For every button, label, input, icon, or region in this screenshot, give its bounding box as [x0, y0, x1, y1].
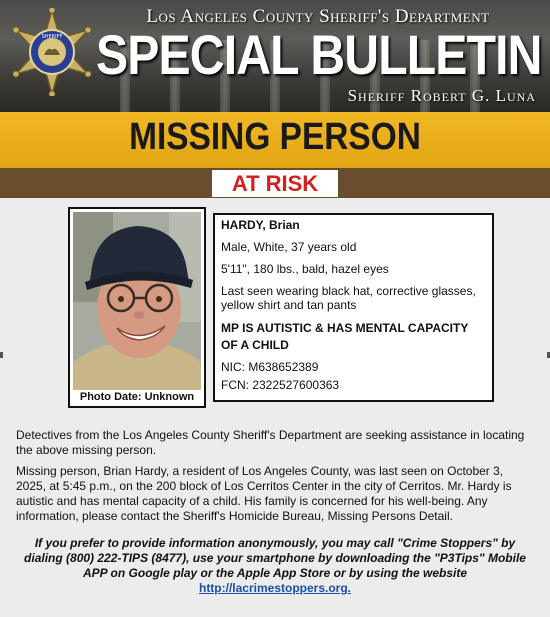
person-physical: 5'11", 180 lbs., bald, hazel eyes [221, 262, 389, 276]
person-warning: MP IS AUTISTIC & HAS MENTAL CAPACITY OF A CHILD [221, 321, 469, 352]
body-paragraph-2: Missing person, Brian Hardy, a resident of Los Angeles County, was last seen on October 3, 2025, at 5:45 p.m., on the 200 block of Los Cerritos Center in the city of Cerritos. Mr. Hardy is autistic and has mental capacity of a child. His family is concerned for his well-being. Any information, please contact the Sheriff's Homicide Bureau, Missing Persons Detail. [16, 464, 512, 523]
sheriff-name: Sheriff Robert G. Luna [347, 86, 536, 105]
photo-caption: Photo Date: Unknown [79, 391, 195, 403]
bulletin-body [16, 428, 534, 530]
person-portrait-icon [73, 212, 201, 390]
missing-person-photo [73, 212, 201, 390]
person-clothing: Last seen wearing black hat, corrective glasses, yellow shirt and tan pants [221, 284, 476, 312]
photo-frame [68, 207, 206, 408]
svg-text:SHERIFF: SHERIFF [41, 34, 63, 40]
crime-stoppers-link[interactable]: http://lacrimestoppers.org. [198, 581, 352, 595]
nic-number: NIC: M638652389 [221, 360, 319, 374]
person-info-box [213, 213, 494, 402]
fcn-number: FCN: 2322527600363 [221, 378, 340, 392]
person-name: HARDY, Brian [221, 218, 300, 232]
crime-stoppers-notice [14, 536, 536, 596]
header-banner [0, 0, 550, 112]
department-name: Los Angeles County Sheriff's Department [146, 6, 490, 27]
bulletin-title: SPECIAL BULLETIN [96, 23, 542, 86]
tips-text: If you prefer to provide information anonymously, you may call "Crime Stoppers" by dialing (800) 222-TIPS (8477), use your smartphone by downloading the "P3Tips" Mobile APP on Google play or the Apple App Store or by using the website [24, 536, 526, 580]
body-paragraph-1: Detectives from the Los Angeles County Sheriff's Department are seeking assistance in locating the above missing person. [16, 428, 525, 457]
sheriff-star-badge-icon [8, 8, 96, 96]
at-risk-badge: AT RISK [212, 170, 338, 197]
missing-person-headline: MISSING PERSON [129, 116, 421, 158]
person-demographics: Male, White, 37 years old [221, 240, 357, 254]
edge-mark [0, 352, 3, 358]
